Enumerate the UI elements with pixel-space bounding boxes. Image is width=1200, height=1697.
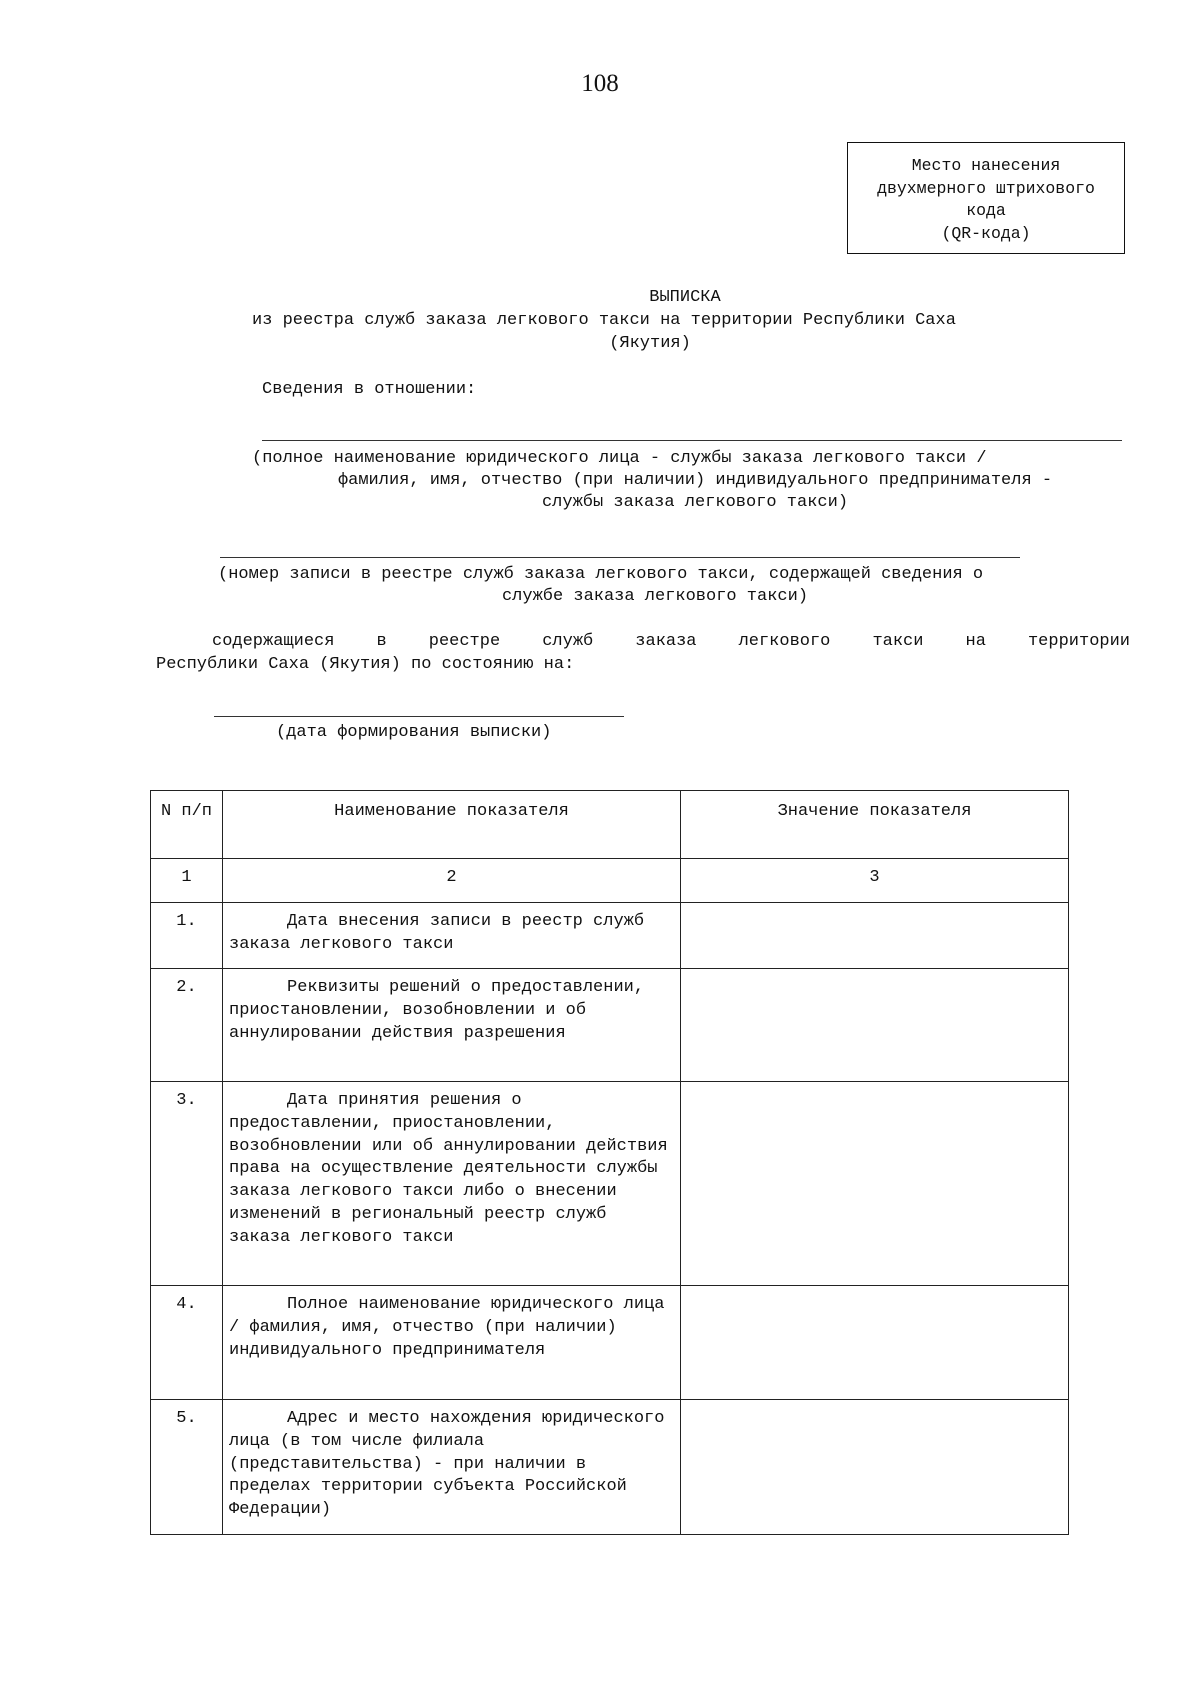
statement-line: содержащиеся в реестре служб заказа легкового такси на территории	[212, 632, 1130, 651]
entity-caption-line: (полное наименование юридического лица - службы заказа легкового такси /	[252, 449, 987, 468]
record-caption-line: службе заказа легкового такси)	[501, 587, 809, 606]
header-value: Значение показателя	[681, 791, 1069, 859]
date-caption: (дата формирования выписки)	[276, 723, 552, 742]
table-row	[151, 969, 1069, 1082]
table-header-row	[151, 791, 1069, 859]
index-cell: 2	[223, 859, 681, 903]
row-number: 5.	[151, 1400, 223, 1535]
header-name: Наименование показателя	[223, 791, 681, 859]
intro-label: Сведения в отношении:	[262, 380, 477, 399]
row-name: Реквизиты решений о предоставлении, приостановлении, возобновлении и об аннулировании действия разрешения	[223, 969, 681, 1082]
row-name: Дата внесения записи в реестр служб заказа легкового такси	[223, 903, 681, 969]
row-number: 3.	[151, 1082, 223, 1286]
entity-caption-line: фамилия, имя, отчество (при наличии) индивидуального предпринимателя -	[337, 471, 1053, 490]
qr-box-line: (QR-кода)	[941, 223, 1031, 243]
record-number-blank-line	[220, 557, 1020, 558]
row-value	[681, 1400, 1069, 1535]
qr-code-placeholder	[847, 142, 1125, 254]
header-number: N п/п	[151, 791, 223, 859]
table-row	[151, 903, 1069, 969]
row-number: 2.	[151, 969, 223, 1082]
date-blank-line	[214, 716, 624, 717]
entity-blank-line	[262, 440, 1122, 441]
qr-box-line: кода	[966, 201, 1006, 220]
row-value	[681, 903, 1069, 969]
row-number: 4.	[151, 1286, 223, 1400]
registry-table	[150, 790, 1069, 1535]
document-subtitle-region: (Якутия)	[609, 334, 691, 353]
row-value	[681, 969, 1069, 1082]
index-cell: 1	[151, 859, 223, 903]
table-row	[151, 1400, 1069, 1535]
row-name: Полное наименование юридического лица / фамилия, имя, отчество (при наличии) индивидуального предпринимателя	[223, 1286, 681, 1400]
table-index-row	[151, 859, 1069, 903]
row-name: Дата принятия решения о предоставлении, приостановлении, возобновлении или об аннулировании действия права на осуществление деятельности службы заказа легкового такси либо о внесении изменений в региональный реестр служб заказа легкового такси	[223, 1082, 681, 1286]
qr-box-line: двухмерного штрихового	[877, 178, 1095, 198]
document-subtitle: из реестра служб заказа легкового такси на территории Республики Саха	[252, 311, 956, 330]
row-name: Адрес и место нахождения юридического лица (в том числе филиала (представительства) - при наличии в пределах территории субъекта Российской Федерации)	[223, 1400, 681, 1535]
row-number: 1.	[151, 903, 223, 969]
index-cell: 3	[681, 859, 1069, 903]
table-row	[151, 1082, 1069, 1286]
row-value	[681, 1082, 1069, 1286]
table-row	[151, 1286, 1069, 1400]
record-caption-line: (номер записи в реестре служб заказа легкового такси, содержащей сведения о	[218, 565, 984, 584]
row-value	[681, 1286, 1069, 1400]
entity-caption-line: службы заказа легкового такси)	[541, 493, 849, 512]
page-number: 108	[581, 70, 619, 97]
document-title: ВЫПИСКА	[649, 288, 721, 307]
qr-box-line: Место нанесения	[911, 156, 1061, 175]
statement-line: Республики Саха (Якутия) по состоянию на:	[156, 655, 575, 674]
